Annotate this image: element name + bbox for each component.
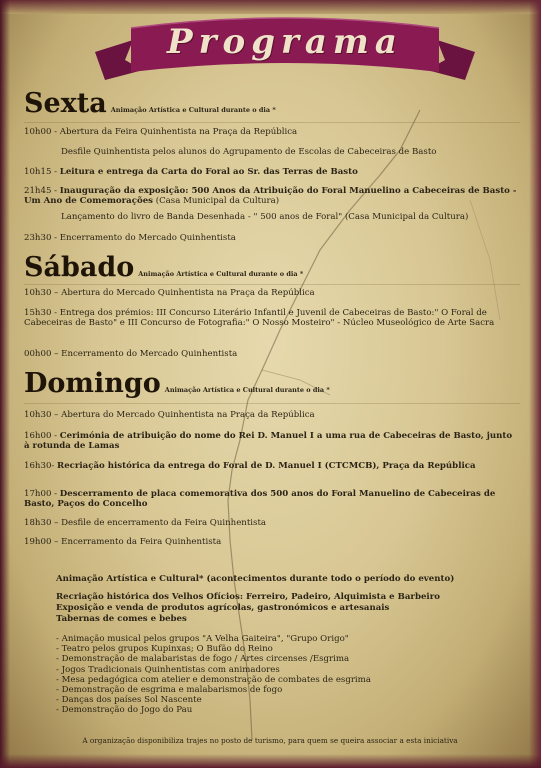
- day-subtitle: Animação Artística e Cultural durante o dia *: [164, 386, 330, 394]
- event-row: 10h00 - Abertura da Feira Quinhentista na Praça da República: [24, 127, 298, 137]
- day-subtitle: Animação Artística e Cultural durante o dia *: [110, 106, 276, 114]
- day-heading-sexta: [24, 88, 276, 119]
- list-item: - Teatro pelos grupos Kupinxas; O Bufão do Reino: [56, 644, 273, 655]
- list-item: - Danças dos países Sol Nascente: [56, 695, 202, 706]
- day-heading-sabado: [24, 252, 303, 283]
- event-row: 15h30 - Entrega dos prémios: III Concurso Literário Infantil e Juvenil de Cabeceiras de Basto:" O Foral de Cabeceiras de Basto" e III Concurso de Fotografia:" O Nosso Mosteiro" - Núcleo Museológico de Arte Sacra: [24, 308, 495, 328]
- event-row: 10h15 - Leitura e entrega da Carta do Foral ao Sr. das Terras de Basto: [24, 167, 358, 177]
- list-item: - Mesa pedagógica com atelier e demonstração de combates de esgrima: [56, 674, 371, 685]
- list-item: - Animação musical pelos grupos "A Velha Gaiteira", "Grupo Origo": [56, 634, 349, 644]
- day-subtitle: Animação Artística e Cultural durante o dia *: [138, 270, 304, 278]
- divider: [24, 284, 520, 285]
- recreation-line: Recriação histórica dos Velhos Ofícios: Ferreiro, Padeiro, Alquimista e Barbeiro: [56, 592, 440, 602]
- event-row: 19h00 – Encerramento da Feira Quinhentista: [24, 537, 222, 547]
- divider: [24, 122, 520, 123]
- event-row: Desfile Quinhentista pelos alunos do Agrupamento de Escolas de Cabeceiras de Basto: [61, 147, 437, 157]
- event-row: 16h30- Recriação histórica da entrega do Foral de D. Manuel I (CTCMCB), Praça da República: [24, 461, 476, 471]
- list-item: - Demonstração de malabaristas de fogo / Artes circenses /Esgrima: [56, 654, 350, 665]
- footer-note: A organização disponibiliza trajes no posto de turismo, para quem se queira associar a esta iniciativa: [82, 736, 458, 745]
- day-title: Sábado: [24, 252, 135, 283]
- divider: [24, 403, 520, 404]
- event-row: 10h30 – Abertura do Mercado Quinhentista na Praça da República: [24, 410, 315, 420]
- day-title: Sexta: [24, 88, 107, 119]
- activities-list: [56, 634, 526, 716]
- list-item: - Demonstração de esgrima e malabarismos de fogo: [56, 685, 283, 696]
- day-heading-domingo: [24, 368, 330, 399]
- event-row: 18h30 – Desfile de encerramento da Feira Quinhentista: [24, 518, 267, 528]
- taverns-line: Tabernas de comes e bebes: [56, 614, 187, 624]
- event-row: Lançamento do livro de Banda Desenhada - " 500 anos de Foral" (Casa Municipal da Cultura): [61, 212, 469, 222]
- banner-title: Programa: [167, 22, 403, 62]
- exhibition-line: Exposição e venda de produtos agrícolas, gastronómicos e artesanais: [56, 603, 390, 613]
- event-row: 16h00 - Cerimónia de atribuição do nome do Rei D. Manuel I a uma rua de Cabeceiras de Basto, junto à rotunda de Lamas: [24, 431, 513, 451]
- event-row: 17h00 - Descerramento de placa comemorativa dos 500 anos do Foral Manuelino de Cabeceiras de Basto, Paços do Concelho: [24, 489, 496, 509]
- list-item: - Demonstração do Jogo do Pau: [56, 705, 193, 716]
- event-row: 21h45 - Inauguração da exposição: 500 Anos da Atribuição do Foral Manuelino a Cabeceiras de Basto - Um Ano de Comemorações (Casa Municipal da Cultura): [24, 186, 517, 206]
- event-row: 00h00 – Encerramento do Mercado Quinhentista: [24, 349, 238, 359]
- event-row: 10h30 – Abertura do Mercado Quinhentista na Praça da República: [24, 288, 315, 298]
- day-title: Domingo: [24, 368, 161, 399]
- animation-heading: Animação Artística e Cultural* (acontecimentos durante todo o período do evento): [56, 574, 455, 584]
- event-row: 23h30 - Encerramento do Mercado Quinhentista: [24, 233, 236, 243]
- list-item: - Jogos Tradicionais Quinhentistas com animadores: [56, 664, 280, 675]
